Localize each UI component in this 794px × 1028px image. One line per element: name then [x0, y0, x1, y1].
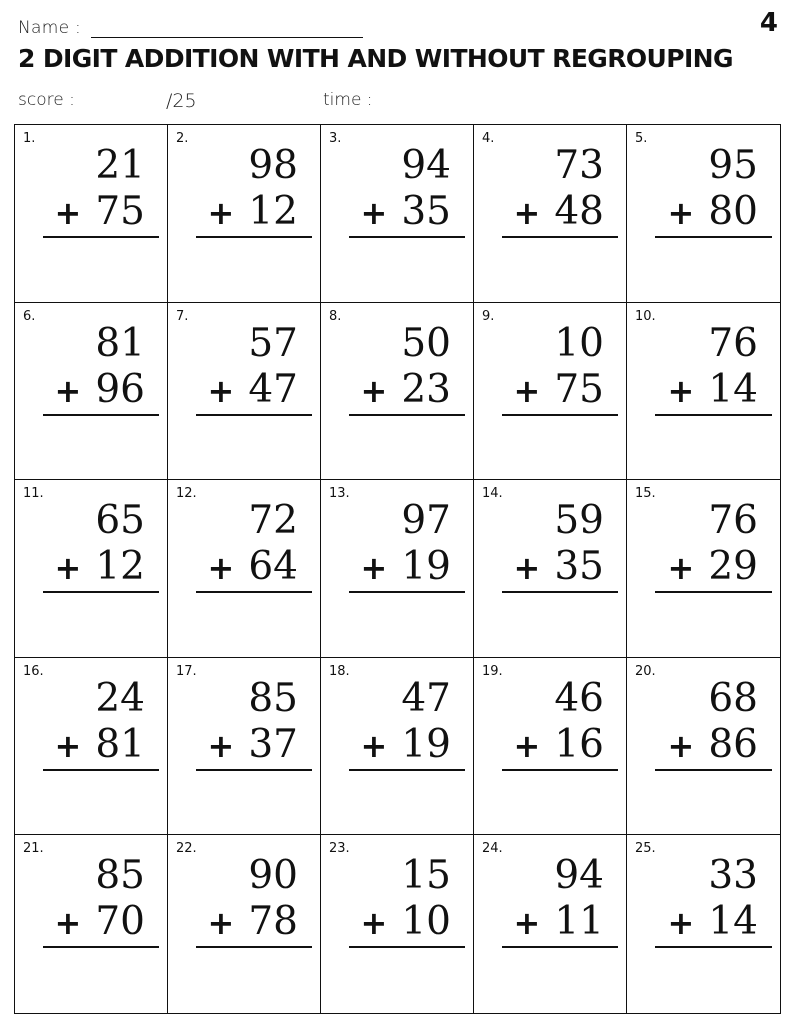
bottom-row	[43, 189, 159, 238]
bottom-row	[655, 367, 772, 416]
problem-cell[interactable]	[474, 658, 627, 836]
bottom-row	[349, 367, 465, 416]
problem-number: 12.	[176, 486, 197, 502]
addition-problem	[502, 321, 618, 416]
bottom-addend: 12	[248, 189, 298, 234]
top-addend: 21	[95, 143, 145, 188]
time-label: time :	[323, 90, 373, 110]
problem-cell[interactable]	[168, 125, 321, 303]
problem-number: 1.	[23, 131, 36, 146]
bottom-addend: 81	[95, 721, 145, 767]
addition-problem	[655, 321, 772, 416]
bottom-addend: 19	[401, 544, 451, 590]
bottom-row	[349, 189, 465, 238]
top-addend: 94	[401, 143, 451, 188]
addition-problem	[502, 853, 618, 948]
problem-number: 18.	[329, 663, 350, 679]
bottom-row	[43, 367, 159, 416]
problem-cell[interactable]	[321, 480, 474, 658]
addition-problem	[196, 143, 312, 238]
bottom-addend: 16	[554, 721, 604, 767]
bottom-row	[655, 189, 772, 238]
addition-problem	[349, 143, 465, 238]
problem-number: 8.	[329, 308, 342, 324]
problem-cell[interactable]	[168, 835, 321, 1013]
bottom-row	[502, 722, 618, 771]
problem-number: 7.	[176, 308, 189, 324]
top-addend: 57	[248, 320, 298, 366]
bottom-addend: 14	[708, 366, 758, 412]
bottom-addend: 10	[401, 899, 451, 945]
problem-cell[interactable]	[627, 835, 780, 1013]
plus-sign: +	[207, 904, 235, 943]
bottom-addend: 70	[95, 899, 145, 945]
bottom-addend: 48	[554, 189, 604, 234]
bottom-addend: 35	[554, 544, 604, 590]
problem-cell[interactable]	[321, 125, 474, 303]
plus-sign: +	[54, 904, 82, 943]
score-time-row	[18, 90, 438, 114]
bottom-addend: 29	[708, 544, 758, 590]
plus-sign: +	[360, 194, 388, 232]
top-addend: 72	[248, 498, 298, 544]
problem-number: 22.	[176, 841, 197, 857]
addition-problem	[43, 498, 159, 593]
problem-number: 21.	[23, 841, 44, 857]
bottom-row	[43, 722, 159, 771]
plus-sign: +	[667, 549, 695, 588]
addition-problem	[655, 853, 772, 948]
problem-cell[interactable]	[168, 658, 321, 836]
problem-number: 9.	[482, 308, 495, 324]
problem-cell[interactable]	[15, 835, 168, 1013]
problem-grid	[14, 124, 781, 1014]
plus-sign: +	[360, 371, 388, 410]
problem-cell[interactable]	[15, 480, 168, 658]
addition-problem	[655, 676, 772, 771]
top-addend: 76	[708, 498, 758, 544]
plus-sign: +	[207, 194, 235, 232]
bottom-addend: 47	[248, 366, 298, 412]
bottom-row	[196, 722, 312, 771]
problem-cell[interactable]	[474, 480, 627, 658]
problem-number: 19.	[482, 663, 503, 679]
plus-sign: +	[207, 726, 235, 765]
bottom-row	[502, 899, 618, 948]
bottom-addend: 75	[95, 189, 145, 234]
plus-sign: +	[207, 371, 235, 410]
plus-sign: +	[513, 371, 541, 410]
plus-sign: +	[54, 549, 82, 588]
top-addend: 81	[95, 320, 145, 366]
top-addend: 15	[401, 853, 451, 899]
problem-number: 6.	[23, 308, 36, 324]
problem-number: 2.	[176, 131, 189, 146]
top-addend: 65	[95, 498, 145, 544]
page-number: 4	[759, 8, 778, 38]
addition-problem	[43, 143, 159, 238]
addition-problem	[196, 321, 312, 416]
bottom-row	[502, 189, 618, 238]
problem-cell[interactable]	[627, 125, 780, 303]
problem-cell[interactable]	[474, 303, 627, 481]
name-label: Name :	[18, 18, 82, 38]
top-addend: 47	[401, 675, 451, 721]
problem-number: 15.	[635, 486, 656, 502]
addition-problem	[43, 676, 159, 771]
name-row	[18, 8, 363, 38]
addition-problem	[502, 676, 618, 771]
top-addend: 85	[248, 675, 298, 721]
addition-problem	[349, 498, 465, 593]
bottom-row	[655, 544, 772, 593]
problem-number: 4.	[482, 131, 495, 146]
problem-cell[interactable]	[15, 303, 168, 481]
problem-cell[interactable]	[474, 125, 627, 303]
bottom-row	[196, 367, 312, 416]
bottom-row	[655, 899, 772, 948]
bottom-row	[349, 899, 465, 948]
addition-problem	[43, 321, 159, 416]
problem-number: 25.	[635, 841, 656, 857]
bottom-addend: 75	[554, 366, 604, 412]
problem-number: 3.	[329, 131, 342, 146]
top-addend: 33	[708, 853, 758, 899]
problem-cell[interactable]	[627, 303, 780, 481]
bottom-addend: 12	[95, 544, 145, 590]
addition-problem	[43, 853, 159, 948]
worksheet-title: 2 DIGIT ADDITION WITH AND WITHOUT REGROUPING	[18, 44, 733, 73]
problem-number: 17.	[176, 663, 197, 679]
plus-sign: +	[54, 194, 82, 232]
plus-sign: +	[513, 549, 541, 588]
score-total: /25	[166, 90, 197, 112]
bottom-row	[502, 544, 618, 593]
bottom-row	[43, 899, 159, 948]
top-addend: 90	[248, 853, 298, 899]
addition-problem	[196, 498, 312, 593]
plus-sign: +	[513, 904, 541, 943]
addition-problem	[655, 143, 772, 238]
bottom-addend: 86	[708, 721, 758, 767]
top-addend: 94	[554, 853, 604, 899]
addition-problem	[502, 498, 618, 593]
plus-sign: +	[54, 371, 82, 410]
plus-sign: +	[667, 904, 695, 943]
bottom-row	[349, 544, 465, 593]
plus-sign: +	[360, 549, 388, 588]
top-addend: 24	[95, 675, 145, 721]
score-label: score :	[18, 90, 75, 110]
addition-problem	[349, 853, 465, 948]
top-addend: 10	[554, 320, 604, 366]
top-addend: 95	[708, 143, 758, 188]
problem-cell[interactable]	[474, 835, 627, 1013]
problem-number: 13.	[329, 486, 350, 502]
bottom-row	[196, 544, 312, 593]
plus-sign: +	[667, 371, 695, 410]
name-field[interactable]	[91, 15, 363, 38]
plus-sign: +	[513, 726, 541, 765]
bottom-addend: 19	[401, 721, 451, 767]
bottom-addend: 80	[708, 189, 758, 234]
bottom-addend: 23	[401, 366, 451, 412]
plus-sign: +	[360, 726, 388, 765]
problem-number: 11.	[23, 486, 44, 502]
top-addend: 85	[95, 853, 145, 899]
problem-cell[interactable]	[15, 125, 168, 303]
addition-problem	[196, 853, 312, 948]
bottom-addend: 14	[708, 899, 758, 945]
bottom-addend: 37	[248, 721, 298, 767]
problem-number: 16.	[23, 663, 44, 679]
bottom-row	[196, 189, 312, 238]
plus-sign: +	[54, 726, 82, 765]
addition-problem	[655, 498, 772, 593]
top-addend: 59	[554, 498, 604, 544]
problem-number: 10.	[635, 308, 656, 324]
top-addend: 97	[401, 498, 451, 544]
problem-number: 20.	[635, 663, 656, 679]
problem-cell[interactable]	[321, 835, 474, 1013]
top-addend: 46	[554, 675, 604, 721]
problem-cell[interactable]	[321, 303, 474, 481]
problem-number: 14.	[482, 486, 503, 502]
bottom-addend: 11	[554, 899, 604, 945]
problem-cell[interactable]	[627, 658, 780, 836]
bottom-row	[655, 722, 772, 771]
addition-problem	[196, 676, 312, 771]
problem-cell[interactable]	[321, 658, 474, 836]
problem-cell[interactable]	[168, 480, 321, 658]
top-addend: 50	[401, 320, 451, 366]
top-addend: 76	[708, 320, 758, 366]
addition-problem	[349, 676, 465, 771]
addition-problem	[349, 321, 465, 416]
bottom-row	[43, 544, 159, 593]
plus-sign: +	[207, 549, 235, 588]
bottom-row	[196, 899, 312, 948]
top-addend: 73	[554, 143, 604, 188]
plus-sign: +	[360, 904, 388, 943]
bottom-addend: 64	[248, 544, 298, 590]
problem-cell[interactable]	[627, 480, 780, 658]
plus-sign: +	[667, 726, 695, 765]
problem-number: 24.	[482, 841, 503, 857]
top-addend: 98	[248, 143, 298, 188]
bottom-addend: 78	[248, 899, 298, 945]
problem-cell[interactable]	[168, 303, 321, 481]
plus-sign: +	[513, 194, 541, 232]
top-addend: 68	[708, 675, 758, 721]
plus-sign: +	[667, 194, 695, 232]
bottom-row	[349, 722, 465, 771]
bottom-addend: 35	[401, 189, 451, 234]
bottom-row	[502, 367, 618, 416]
bottom-addend: 96	[95, 366, 145, 412]
problem-number: 23.	[329, 841, 350, 857]
addition-problem	[502, 143, 618, 238]
problem-number: 5.	[635, 131, 648, 146]
problem-cell[interactable]	[15, 658, 168, 836]
